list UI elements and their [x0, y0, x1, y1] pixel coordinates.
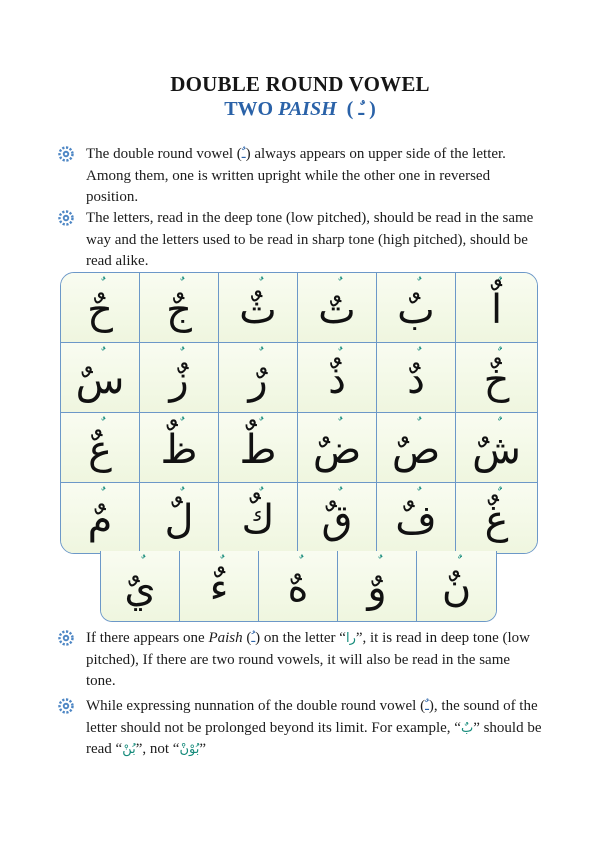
- letter-cell: [219, 413, 298, 483]
- letter-cell: [219, 483, 298, 553]
- paragraph-1-symbol: ـٌ: [241, 147, 246, 162]
- letter-glyph: قٌ: [321, 497, 353, 543]
- letter-cell: [456, 483, 537, 553]
- paragraph-4-text-a: While expressing nunnation of the double round vowel (: [86, 698, 426, 714]
- paragraph-3-text-d: ”, it is read in deep tone (low pitched), If there are two round vowels, it will also be read in the same tone.: [86, 630, 530, 689]
- letter-glyph: وٌ: [367, 565, 387, 611]
- letter-cell: [61, 413, 140, 483]
- letter-glyph: عٌ: [88, 426, 112, 473]
- paragraph-4-example-2: بُنْ: [122, 742, 136, 757]
- paragraph-4-symbol: ـٌ: [425, 699, 429, 714]
- subtitle-italic: PAISH: [278, 98, 337, 120]
- subtitle-open-paren: (: [346, 98, 354, 120]
- letter-glyph: زٌ: [169, 356, 189, 403]
- paragraph-4: [86, 696, 542, 761]
- paragraph-2-text: The letters, read in the deep tone (low pitched), should be read in the same way and the letters used to be read in sharp tone (high pitched), should be read alike.: [86, 210, 534, 269]
- paragraph-3: [86, 628, 542, 693]
- letter-cell: [417, 551, 496, 621]
- paragraph-3-italic: Paish: [208, 630, 243, 646]
- letter-cell: [61, 273, 140, 343]
- page-subtitle: [0, 98, 600, 121]
- letter-cell: [140, 413, 219, 483]
- subtitle-prefix: TWO: [224, 98, 274, 120]
- gear-flower-bullet-icon: [58, 210, 74, 226]
- letter-cell: [298, 483, 377, 553]
- letter-glyph: طٌ: [239, 426, 277, 473]
- letter-glyph: ذٌ: [328, 356, 346, 403]
- letter-glyph: خٌ: [483, 356, 510, 403]
- paragraph-1-text-b: ) always appears on upper side of the letter. Among them, one is written upright while the other one in reversed position.: [86, 146, 506, 205]
- letter-glyph: مٌ: [87, 497, 113, 543]
- letter-glyph: ءٌ: [209, 565, 229, 611]
- paragraph-4-text-c: ” should be read “: [86, 719, 542, 757]
- letter-cell: [456, 413, 537, 483]
- letter-glyph: غٌ: [484, 497, 509, 543]
- paragraph-4-example-1: بٌ: [460, 720, 474, 736]
- letter-cell: [140, 273, 219, 343]
- letter-glyph: هٌ: [287, 565, 309, 611]
- letter-cell: [298, 273, 377, 343]
- letter-cell: [140, 483, 219, 553]
- letter-cell: [219, 343, 298, 413]
- letter-cell: [456, 273, 537, 343]
- letter-cell: [219, 273, 298, 343]
- letter-glyph: جٌ: [166, 286, 192, 333]
- letter-cell: [377, 273, 456, 343]
- letter-glyph: سٌ: [75, 356, 125, 403]
- letter-glyph: يٌ: [124, 565, 156, 611]
- subtitle-symbol: ـٌ: [358, 100, 365, 120]
- paragraph-4-example-3: بُوْنْ: [179, 742, 200, 757]
- paragraph-3-arabic: را: [345, 631, 356, 646]
- letter-cell: [180, 551, 259, 621]
- paragraph-2: [86, 208, 542, 273]
- letter-glyph: فٌ: [395, 497, 437, 543]
- letter-cell: [140, 343, 219, 413]
- letter-glyph: لٌ: [164, 497, 194, 543]
- subtitle-close-paren: ): [369, 98, 376, 120]
- letter-glyph: ثٌ: [239, 286, 277, 333]
- letter-glyph: حٌ: [87, 286, 113, 333]
- letter-glyph: صٌ: [391, 426, 441, 473]
- paragraph-4-text-e: ”: [199, 741, 207, 757]
- letter-cell: [377, 413, 456, 483]
- letter-glyph: رٌ: [248, 356, 268, 403]
- letter-cell: [377, 483, 456, 553]
- letter-glyph: ظٌ: [160, 426, 198, 473]
- letter-cell: [259, 551, 338, 621]
- paragraph-4-text-d: ”, not “: [135, 741, 180, 757]
- paragraph-1-text-a: The double round vowel (: [86, 146, 242, 162]
- letter-glyph: دٌ: [407, 356, 425, 403]
- letter-glyph: شٌ: [472, 426, 521, 473]
- letter-cell: [298, 413, 377, 483]
- letter-glyph: ضٌ: [312, 426, 362, 473]
- letter-cell: [61, 483, 140, 553]
- letter-glyph: بٌ: [397, 286, 435, 333]
- paragraph-1: [86, 144, 542, 209]
- letter-cell: [338, 551, 417, 621]
- gear-flower-bullet-icon: [58, 630, 74, 646]
- paragraph-3-text-c: ) on the letter “: [255, 630, 346, 646]
- letters-grid: [60, 272, 538, 554]
- letter-glyph: تٌ: [318, 286, 356, 333]
- letter-glyph: نٌ: [441, 565, 472, 611]
- gear-flower-bullet-icon: [58, 146, 74, 162]
- gear-flower-bullet-icon: [58, 698, 74, 714]
- paragraph-3-symbol: ـُ: [251, 631, 256, 646]
- paragraph-3-text-b: (: [246, 630, 252, 646]
- letter-cell: [456, 343, 537, 413]
- paragraph-3-text-a: If there appears one: [86, 630, 205, 646]
- letter-glyph: اٌ: [490, 286, 503, 333]
- letter-cell: [61, 343, 140, 413]
- letters-grid-last-row: [100, 551, 497, 622]
- page-title: DOUBLE ROUND VOWEL: [170, 72, 430, 96]
- paragraph-4-text-b: ), the sound of the letter should not be prolonged beyond its limit. For example, “: [86, 698, 538, 736]
- letter-glyph: كٌ: [241, 497, 275, 543]
- letter-cell: [101, 551, 180, 621]
- letter-cell: [298, 343, 377, 413]
- letter-cell: [377, 343, 456, 413]
